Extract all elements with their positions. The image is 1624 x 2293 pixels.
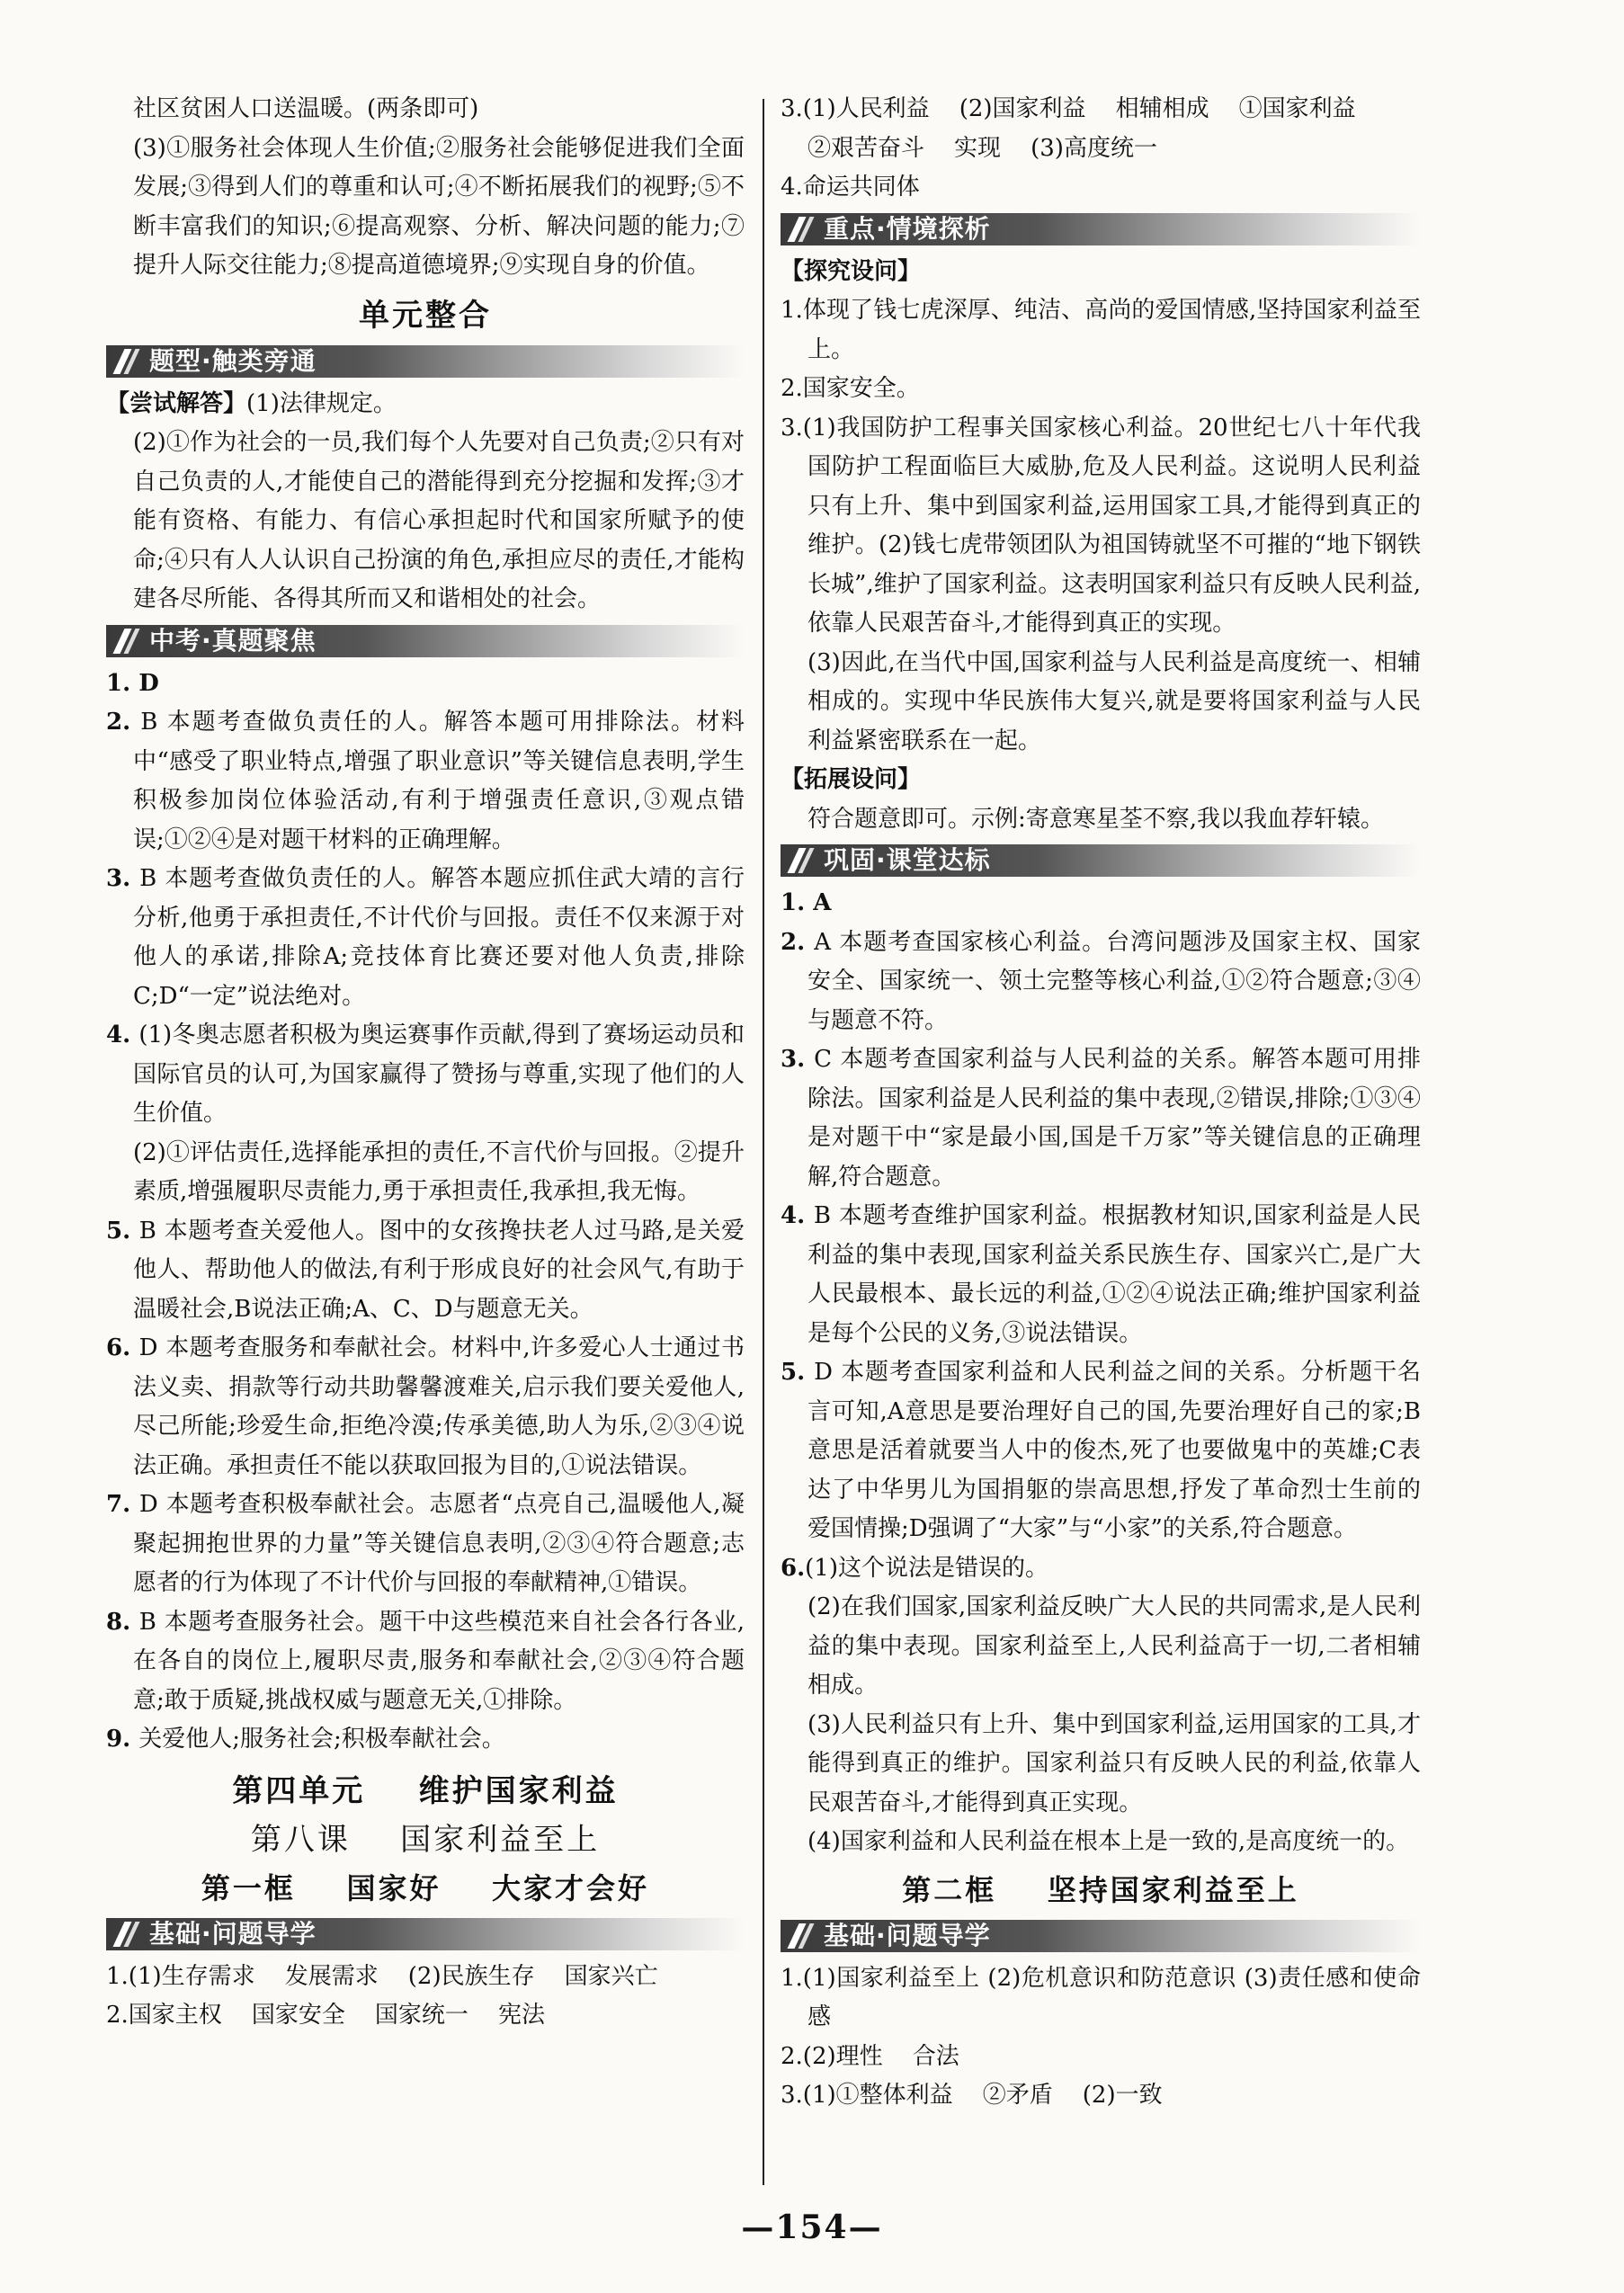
consolidation-1: A [813, 889, 832, 916]
answer-item: 1. D [106, 669, 159, 697]
answer-item: 4. B 本题考查维护国家利益。根据教材知识,国家利益是人民利益的集中表现,国家利益关系民族生存、国家兴亡,是广大人民最根本、最长远的利益,①②④说法正确;维护国家利益是每个公民的义务,③说法错误。 [781, 1202, 1421, 1347]
explore-answer-3: 3.(1)我国防护工程事关国家核心利益。20世纪七八十年代我国防护工程面临巨大威胁,危及人民利益。这说明人民利益只有上升、集中到国家利益,运用国家工具,才能得到真正的维护。(2)钱七虎带领团队为祖国铸就坚不可摧的“地下钢铁长城”,维护了国家利益。这表明国家利益只有反映人民利益,依靠人民艰苦奋斗,才能得到真正的实现。 [781, 414, 1421, 637]
basic-answer-1: 1.(1)生存需求 发展需求 (2)民族生存 国家兴亡 [106, 1962, 658, 1990]
section-header-basics: 基础·问题导学 [106, 1918, 745, 1950]
consolidation-6a: (1)这个说法是错误的。 [805, 1554, 1048, 1582]
explore-answer-2: 2.国家安全。 [781, 375, 920, 402]
answer-1: D [138, 669, 159, 697]
right-column [781, 90, 1421, 2116]
text-paragraph: (3)①服务社会体现人生价值;②服务社会能够促进我们全面发展;③得到人们的尊重和认可;④不断拓展我们的视野;⑤不断丰富我们的知识;⑥提高观察、分析、解决问题的能力;⑦提升人际交往能力;⑧提高道德境界;⑨实现自身的价值。 [133, 134, 745, 279]
answer-4b: (2)①评估责任,选择能承担的责任,不言代价与回报。②提升素质,增强履职尽责能力,勇于承担责任,我承担,我无悔。 [133, 1138, 745, 1205]
frame2-answer-3: 3.(1)①整体利益 ②矛盾 (2)一致 [781, 2082, 1163, 2109]
explore-answer-1: 1.体现了钱七虎深厚、纯洁、高尚的爱国情感,坚持国家利益至上。 [781, 297, 1421, 363]
unit-4-title: 第四单元 维护国家利益 [232, 1772, 619, 1809]
answer-4a: (1)冬奥志愿者积极为奥运赛事作贡献,得到了赛场运动员和国际官员的认可,为国家赢得了赞扬与尊重,实现了他们的人生价值。 [133, 1022, 745, 1127]
answer-6: D 本题考查服务和奉献社会。材料中,许多爱心人士通过书法义卖、捐款等行动共助馨馨渡难关,启示我们要关爱他人,尽己所能;珍爱生命,拒绝冷漠;传承美德,助人为乐,②③④说法正确。承担责任不能以获取回报为目的,①说法错误。 [133, 1334, 745, 1479]
answer-8: B 本题考查服务社会。题干中这些模范来自社会各行各业,在各自的岗位上,履职尽责,服务和奉献社会,②③④符合题意;敢于质疑,挑战权威与题意无关,①排除。 [133, 1608, 745, 1714]
unit-summary-title: 单元整合 [359, 297, 492, 334]
try-answer-2: (2)①作为社会的一员,我们每个人先要对自己负责;②只有对自己负责的人,才能使自己的潜能得到充分挖掘和发挥;③才能有资格、有能力、有信心承担起时代和国家所赋予的使命;④只有人人认识自己扮演的角色,承担应尽的责任,才能构建各尽所能、各得其所而又和谐相处的社会。 [133, 429, 745, 612]
section-header-question-types: 题型·触类旁通 [106, 345, 745, 378]
basic-answer-4: 4.命运共同体 [781, 174, 920, 201]
answer-7: D 本题考查积极奉献社会。志愿者“点亮自己,温暖他人,凝聚起拥抱世界的力量”等关键信息表明,②③④符合题意;志愿者的行为体现了不计代价与回报的奉献精神,①错误。 [133, 1491, 745, 1596]
page-number: —154— [741, 2208, 883, 2246]
answer-item: 3. C 本题考查国家利益与人民利益的关系。解答本题可用排除法。国家利益是人民利益的集中表现,②错误,排除;①③④是对题干中“家是最小国,国是千万家”等关键信息的正确理解,符合题意。 [781, 1046, 1421, 1191]
try-answer-1: (1)法律规定。 [246, 389, 397, 417]
left-column [106, 90, 745, 2036]
answer-item: 1. A [781, 889, 832, 916]
section-header-exam-focus: 中考·真题聚焦 [106, 625, 745, 657]
consolidation-6b: (2)在我们国家,国家利益反映广大人民的共同需求,是人民利益的集中表现。国家利益至上,人民利益高于一切,二者相辅相成。 [808, 1593, 1421, 1699]
frame-2-title: 第二框 坚持国家利益至上 [902, 1872, 1299, 1907]
frame2-answer-1: 1.(1)国家利益至上 (2)危机意识和防范意识 (3)责任感和使命感 [781, 1964, 1421, 2030]
answer-item: 2. B 本题考查做负责任的人。解答本题可用排除法。材料中“感受了职业特点,增强了职业意识”等关键信息表明,学生积极参加岗位体验活动,有利于增强责任意识,③观点错误;①②④是对题干材料的正确理解。 [106, 709, 745, 853]
answer-2: B 本题考查做负责任的人。解答本题可用排除法。材料中“感受了职业特点,增强了职业意识”等关键信息表明,学生积极参加岗位体验活动,有利于增强责任意识,③观点错误;①②④是对题干材料的正确理解。 [133, 709, 745, 853]
frame-1-title: 第一框 国家好 大家才会好 [201, 1870, 650, 1905]
consolidation-6d: (4)国家利益和人民利益在根本上是一致的,是高度统一的。 [808, 1828, 1410, 1855]
answer-item: 7. D 本题考查积极奉献社会。志愿者“点亮自己,温暖他人,凝聚起拥抱世界的力量”等关键信息表明,②③④符合题意;志愿者的行为体现了不计代价与回报的奉献精神,①错误。 [106, 1491, 745, 1596]
text-line: 社区贫困人口送温暖。(两条即可) [133, 95, 479, 122]
answer-9: 关爱他人;服务社会;积极奉献社会。 [138, 1726, 505, 1753]
consolidation-4: B 本题考查维护国家利益。根据教材知识,国家利益是人民利益的集中表现,国家利益关系民族生存、国家兴亡,是广大人民最根本、最长远的利益,①②④说法正确;维护国家利益是每个公民的义务,③说法错误。 [808, 1202, 1421, 1347]
consolidation-5: D 本题考查国家利益和人民利益之间的关系。分析题干名言可知,A意思是要治理好自己的国,先要治理好自己的家;B意思是活着就要当人中的俊杰,死了也要做鬼中的英雄;C表达了中华男儿为国捐躯的崇高思想,抒发了革命烈士生前的爱国情操;D强调了“大家”与“小家”的关系,符合题意。 [808, 1359, 1421, 1542]
answer-item: 6. D 本题考查服务和奉献社会。材料中,许多爱心人士通过书法义卖、捐款等行动共助馨馨渡难关,启示我们要关爱他人,尽己所能;珍爱生命,拒绝冷漠;传承美德,助人为乐,②③④说法正确。承担责任不能以获取回报为目的,①说法错误。 [106, 1334, 745, 1479]
basic-answer-3b: ②艰苦奋斗 实现 (3)高度统一 [808, 134, 1157, 162]
basic-answer-2: 2.国家主权 国家安全 国家统一 宪法 [106, 2002, 545, 2029]
section-header-key-scenarios: 重点·情境探析 [781, 213, 1421, 245]
answer-item: 8. B 本题考查服务社会。题干中这些模范来自社会各行各业,在各自的岗位上,履职尽责,服务和奉献社会,②③④符合题意;敢于质疑,挑战权威与题意无关,①排除。 [106, 1608, 745, 1714]
answer-3: B 本题考查做负责任的人。解答本题应抓住武大靖的言行分析,他勇于承担责任,不计代价与回报。责任不仅来源于对他人的承诺,排除A;竞技体育比赛还要对他人负责,排除C;D“一定”说法绝对。 [133, 865, 745, 1010]
answer-item: 3. B 本题考查做负责任的人。解答本题应抓住武大靖的言行分析,他勇于承担责任,不计代价与回报。责任不仅来源于对他人的承诺,排除A;竞技体育比赛还要对他人负责,排除C;D“一定”说法绝对。 [106, 865, 745, 1010]
answer-item: 2. A 本题考查国家核心利益。台湾问题涉及国家主权、国家安全、国家统一、领土完整等核心利益,①②符合题意;③④与题意不符。 [781, 928, 1421, 1034]
extend-label: 【拓展设问】 [781, 766, 922, 793]
explore-label: 【探究设问】 [781, 257, 922, 285]
explore-answer-3b: (3)因此,在当代中国,国家利益与人民利益是高度统一、相辅相成的。实现中华民族伟大复兴,就是要将国家利益与人民利益紧密联系在一起。 [808, 648, 1421, 754]
consolidation-6c: (3)人民利益只有上升、集中到国家利益,运用国家的工具,才能得到真正的维护。国家利益只有反映人民的利益,依靠人民艰苦奋斗,才能得到真正实现。 [808, 1710, 1421, 1816]
basic-answer-3a: 3.(1)人民利益 (2)国家利益 相辅相成 ①国家利益 [781, 95, 1356, 122]
extend-answer: 符合题意即可。示例:寄意寒星荃不察,我以我血荐轩辕。 [808, 805, 1385, 833]
answer-5: B 本题考查关爱他人。图中的女孩搀扶老人过马路,是关爱他人、帮助他人的做法,有利于形成良好的社会风气,有助于温暖社会,B说法正确;A、C、D与题意无关。 [133, 1217, 745, 1323]
answer-item: 5. D 本题考查国家利益和人民利益之间的关系。分析题干名言可知,A意思是要治理好自己的国,先要治理好自己的家;B意思是活着就要当人中的俊杰,死了也要做鬼中的英雄;C表达了中华男儿为国捐躯的崇高思想,抒发了革命烈士生前的爱国情操;D强调了“大家”与“小家”的关系,符合题意。 [781, 1359, 1421, 1542]
answer-item: 9. 关爱他人;服务社会;积极奉献社会。 [106, 1726, 505, 1753]
try-answer-paragraph [106, 385, 745, 424]
lesson-8-title: 第八课 国家利益至上 [250, 1821, 601, 1858]
column-divider [763, 99, 764, 2185]
consolidation-2: A 本题考查国家核心利益。台湾问题涉及国家主权、国家安全、国家统一、领土完整等核心利益,①②符合题意;③④与题意不符。 [808, 928, 1421, 1034]
answer-item: 5. B 本题考查关爱他人。图中的女孩搀扶老人过马路,是关爱他人、帮助他人的做法,有利于形成良好的社会风气,有助于温暖社会,B说法正确;A、C、D与题意无关。 [106, 1217, 745, 1323]
section-header-basics-2: 基础·问题导学 [781, 1920, 1421, 1952]
frame2-answer-2: 2.(2)理性 合法 [781, 2042, 959, 2070]
try-label: 【尝试解答】 [106, 389, 247, 417]
section-header-consolidation: 巩固·课堂达标 [781, 844, 1421, 877]
consolidation-3: C 本题考查国家利益与人民利益的关系。解答本题可用排除法。国家利益是人民利益的集中表现,②错误,排除;①③④是对题干中“家是最小国,国是千万家”等关键信息的正确理解,符合题意。 [808, 1046, 1421, 1191]
answer-item: 6.(1)这个说法是错误的。 [781, 1554, 1048, 1582]
answer-item: 4. (1)冬奥志愿者积极为奥运赛事作贡献,得到了赛场运动员和国际官员的认可,为国家赢得了赞扬与尊重,实现了他们的人生价值。 [106, 1022, 745, 1127]
